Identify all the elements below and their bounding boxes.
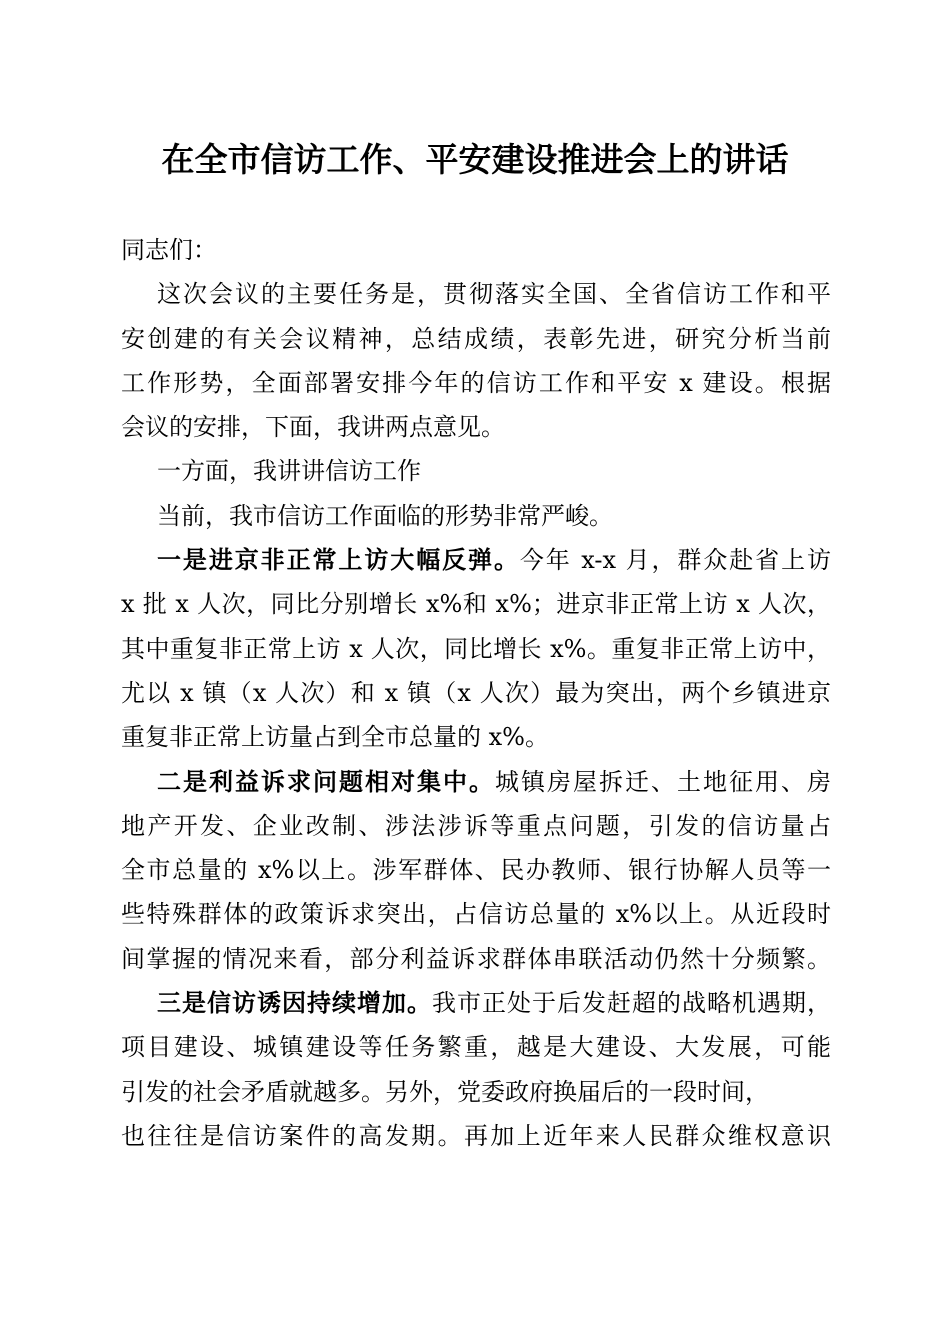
paragraph-line: x 批 x 人次，同比分别增长 x%和 x%；进京非正常上访 x 人次，: [121, 590, 831, 619]
paragraph-line: 会议的安排，下面，我讲两点意见。: [121, 413, 505, 442]
point-lead: 二是利益诉求问题相对集中。: [157, 766, 495, 796]
paragraph-point-three: [121, 981, 831, 1158]
paragraph-line: [121, 760, 831, 804]
paragraph-situation: 当前，我市信访工作面临的形势非常严峻。: [157, 501, 613, 530]
paragraph-intro: [121, 272, 831, 449]
paragraph-line: 尤以 x 镇（x 人次）和 x 镇（x 人次）最为突出，两个乡镇进京: [121, 678, 831, 707]
paragraph-line: 项目建设、城镇建设等任务繁重，越是大建设、大发展，可能: [121, 1033, 831, 1062]
paragraph-line: 地产开发、企业改制、涉法涉诉等重点问题，引发的信访量占: [121, 811, 831, 840]
paragraph-line: 安创建的有关会议精神，总结成绩，表彰先进，研究分析当前: [121, 324, 831, 353]
paragraph-line: 全市总量的 x%以上。涉军群体、民办教师、银行协解人员等一: [121, 856, 831, 885]
document-body: [121, 228, 831, 1158]
paragraph-line: 也往往是信访案件的高发期。再加上近年来人民群众维权意识: [121, 1121, 831, 1150]
section-heading: 一方面，我讲讲信访工作: [157, 457, 421, 486]
point-lead: 一是进京非正常上访大幅反弹。: [157, 545, 520, 575]
paragraph-line: 引发的社会矛盾就越多。另外，党委政府换届后的一段时间，: [121, 1077, 769, 1106]
paragraph-line: 间掌握的情况来看，部分利益诉求群体串联活动仍然十分频繁。: [121, 944, 831, 973]
paragraph-line: 重复非正常上访量占到全市总量的 x%。: [121, 723, 549, 752]
paragraph-line: [121, 981, 831, 1025]
point-lead: 三是信访诱因持续增加。: [157, 988, 432, 1018]
salutation: 同志们：: [121, 236, 217, 264]
paragraph-line: 其中重复非正常上访 x 人次，同比增长 x%。重复非正常上访中，: [121, 634, 831, 663]
point-text: 今年 x-x 月，群众赴省上访: [519, 546, 832, 575]
document-title: 在全市信访工作、平安建设推进会上的讲话: [161, 140, 789, 179]
point-text: 我市正处于后发赶超的战略机遇期，: [432, 989, 831, 1018]
paragraph-line: 工作形势，全面部署安排今年的信访工作和平安 x 建设。根据: [121, 368, 831, 397]
paragraph-line: [121, 538, 831, 582]
paragraph-line: 些特殊群体的政策诉求突出，占信访总量的 x%以上。从近段时: [121, 900, 831, 929]
point-text: 城镇房屋拆迁、土地征用、房: [495, 767, 831, 796]
paragraph-point-one: [121, 538, 831, 759]
paragraph-line: 这次会议的主要任务是，贯彻落实全国、全省信访工作和平: [157, 280, 831, 309]
paragraph-point-two: [121, 760, 831, 981]
